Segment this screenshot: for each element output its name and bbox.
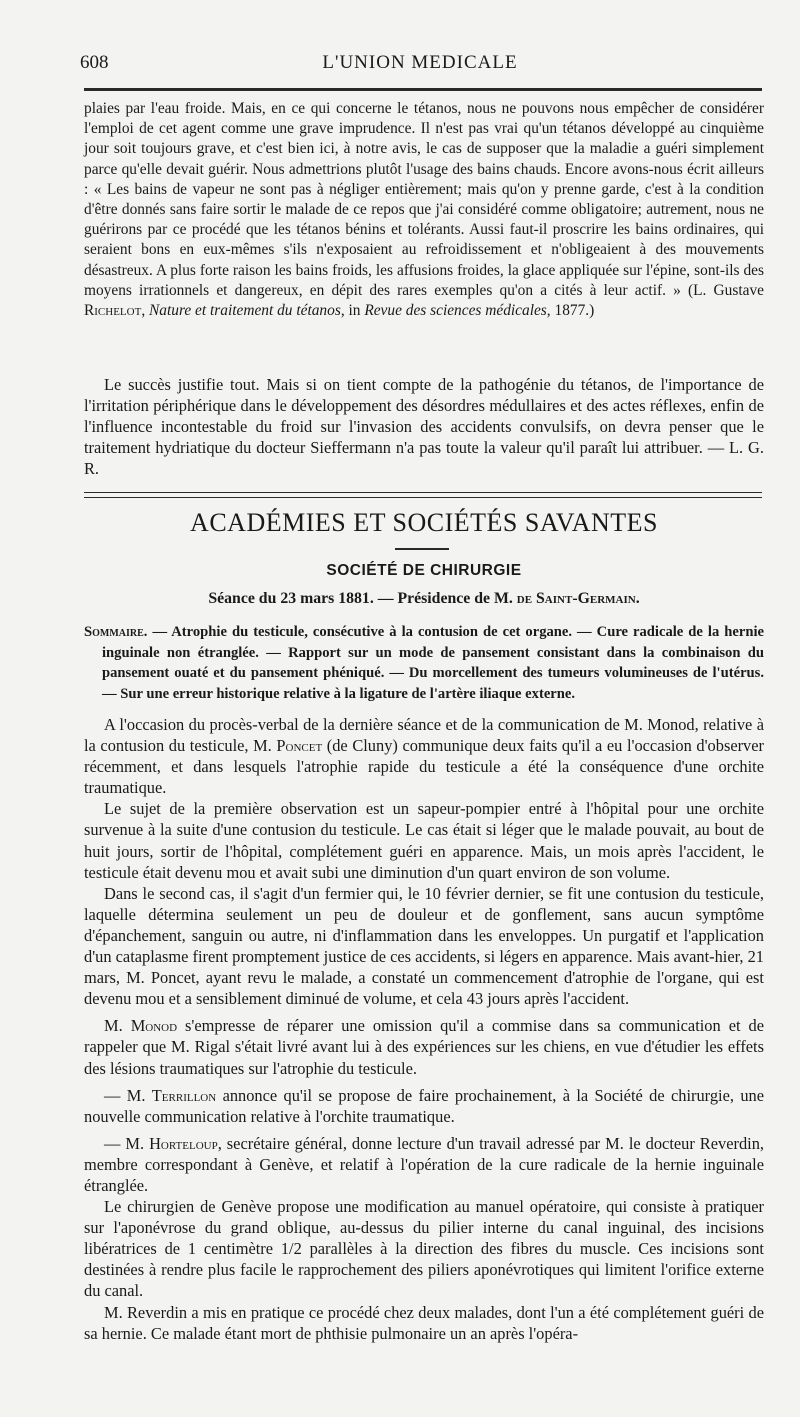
summary-text: — Atrophie du testicule, consécutive à la contusion de cet organe. — Cure radicale de la hernie inguinale non étranglée. — Rapport sur un mode de pansement consistant dans la combinaison du pansement ouaté et du pansement phéniqué. — Du morcellement des tumeurs volumineuses de l'utérus. — Sur une erreur historique relative à la ligature de l'artère iliaque externe.: [102, 624, 764, 702]
society-title: SOCIÉTÉ DE CHIRURGIE: [326, 562, 522, 579]
citation-work: Nature et traitement du tétanos: [149, 302, 341, 320]
page-number: 608: [80, 52, 109, 73]
paragraph-text: A l'occasion du procès-verbal de la dernière séance et de la communication de M. Monod, relative à la contusion du testicule, M.: [84, 715, 764, 756]
summary-body: [84, 622, 764, 704]
citation-in: , in: [340, 302, 365, 320]
paragraph-text: M.: [104, 1016, 131, 1036]
citation-year: , 1877.): [546, 302, 595, 320]
session-suffix: .: [635, 590, 640, 607]
session-president: de Saint-Germain: [516, 590, 636, 607]
section-rule-bottom: [84, 497, 762, 498]
summary-label: Sommaire.: [84, 624, 148, 640]
session-minutes: [84, 714, 764, 1344]
section-rule-top: [84, 492, 762, 493]
speaker-name: Monod: [130, 1016, 178, 1036]
paragraph-first-case: Le sujet de la première observation est un sapeur-pompier entré à l'hôpital pour une orchite survenue à la suite d'une contusion du testicule. Le cas était si léger que le malade pouvait, au bout de huit jours, sortir de l'hôpital, complétement guéri en apparence. Mais, un mois après l'accident, le testicule était devenu mou et avait subi une diminution d'un quart environ de son volume.: [84, 799, 764, 882]
running-title: L'UNION MEDICALE: [322, 52, 518, 73]
paragraph-reverdin: M. Reverdin a mis en pratique ce procédé chez deux malades, dont l'un a été complétement guéri de sa hernie. Ce malade étant mort de phthisie pulmonaire un an après l'opéra-: [84, 1302, 764, 1343]
citation-comma: ,: [141, 302, 150, 320]
citation-author: Richelot: [84, 302, 142, 320]
top-paragraph: [84, 99, 764, 321]
session-prefix: Séance du 23 mars 1881. — Présidence de M.: [208, 590, 517, 607]
speaker-name: Poncet: [276, 736, 323, 756]
section-title: ACADÉMIES ET SOCIÉTÉS SAVANTES: [190, 508, 658, 537]
paragraph-text: , secrétaire général, donne lecture d'un travail adressé par M. le docteur Reverdin, membre correspondant à Genève, et relatif à l'opération de la cure radicale de la hernie inguinale étranglée.: [84, 1133, 764, 1195]
citation-journal: Revue des sciences médicales: [364, 302, 547, 320]
session-line: [84, 590, 764, 608]
paragraph-second-case: Dans le second cas, il s'agit d'un fermier qui, le 10 février dernier, se fit une contusion du testicule, laquelle détermina seulement un peu de douleur et de gonflement, sans aucun symptôme d'épanchement, sanguin ou autre, ni d'inflammation dans les enveloppes. Un purgatif et l'application d'un cataplasme firent promptement justice de ces accidents, si légers en apparence. Mais avant-hier, 21 mars, M. Poncet, ayant revu le malade, a constaté un commencement d'atrophie de l'organe, qui est devenu mou et a sensiblement diminué de volume, et cela 43 jours après l'accident.: [84, 883, 764, 1009]
paragraph-terrillon: [84, 1085, 764, 1127]
summary-block: [84, 622, 764, 704]
paragraph-text: — M.: [104, 1133, 150, 1153]
header-rule: [84, 88, 762, 91]
passage-text: plaies par l'eau froide. Mais, en ce qui concerne le tétanos, nous ne pouvons nous empêcher de considérer l'emploi de cet agent comme une grave imprudence. Il n'est pas vrai qu'un tétanos développé au cinquième jour soit toujours grave, et c'est bien ici, à notre avis, le cas de supposer que la maladie a guéri simplement parce qu'elle devait guérir. Nous admettrions plutôt l'usage des bains chauds. Encore avons-nous écrit ailleurs : « Les bains de vapeur ne sont pas à négliger entièrement; mais qu'on y prenne garde, c'est à la condition d'être donnés sans faire sortir le malade de ce repos que j'ai considéré comme obligatoire; autrement, nous ne guérirons par ce procédé que les tétanos bénins et tolérants. Aussi faut-il proscrire les bains ordinaires, qui seraient bons en eux-mêmes s'ils n'exposaient au refroidissement et n'obligeaient à des mouvements désastreux. A plus forte raison les bains froids, les affusions froides, la glace appliquée sur l'épine, sont-ils des moyens irrationnels et dangereux, en dépit des rares exemples qu'on a cités à leur actif. » (L. Gustave: [84, 100, 764, 299]
paragraph-poncet: [84, 714, 764, 798]
paragraph-text: (de Cluny) communique deux faits qu'il a eu l'occasion d'observer récemment, et dans lesquels l'atrophie rapide du testicule a été la conséquence d'une orchite traumatique.: [84, 736, 764, 798]
speaker-name: Terrillon: [151, 1085, 217, 1105]
conclusion-paragraph: Le succès justifie tout. Mais si on tient compte de la pathogénie du tétanos, de l'importance de l'irritation périphérique dans le développement des désordres médullaires et des actes réflexes, enfin de l'influence incontestable du froid sur l'invasion des accidents convulsifs, on devra penser que le traitement hydriatique du docteur Sieffermann n'a pas toute la valeur qu'il paraît lui attribuer. — L. G. R.: [84, 375, 764, 479]
paragraph-text: annonce qu'il se propose de faire prochainement, à la Société de chirurgie, une nouvelle communication relative à l'orchite traumatique.: [84, 1085, 764, 1126]
title-ornament-rule: [395, 548, 449, 550]
paragraph-procedure: Le chirurgien de Genève propose une modification au manuel opératoire, qui consiste à pratiquer sur l'aponévrose du grand oblique, au-dessus du pilier interne du canal inguinal, des incisions libératrices de 1 centimètre 1/2 parallèles à la direction des fibres du muscle. Ces incisions sont destinées à rendre plus facile le rapprochement des piliers aponévrotiques qui limitent l'orifice externe du canal.: [84, 1197, 764, 1301]
paragraph-horteloup: [84, 1133, 764, 1196]
quoted-passage: [84, 99, 764, 321]
paragraph-text: — M.: [104, 1085, 152, 1105]
speaker-name: Horteloup: [149, 1133, 218, 1153]
paragraph-monod: [84, 1015, 764, 1078]
conclusion-block: [84, 374, 764, 479]
paragraph-text: s'empresse de réparer une omission qu'il a commise dans sa communication et de rappeler que M. Rigal s'était livré avant lui à des expériences sur les chiens, en vue d'étudier les effets des lésions traumatiques sur l'atrophie du testicule.: [84, 1016, 764, 1078]
page-header: [80, 48, 760, 78]
